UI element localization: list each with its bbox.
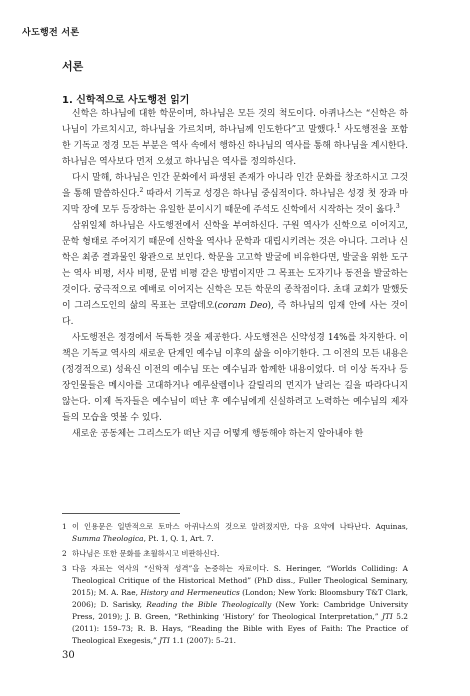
text-run: , Pt. 1, Q. 1, Art. 7. bbox=[143, 534, 214, 543]
running-head: 사도행전 서론 bbox=[22, 28, 80, 38]
footnote bbox=[62, 548, 408, 560]
body-paragraph bbox=[62, 330, 408, 426]
text-run: 5.2 (2011): 159–73; R. B. Hays, “Reading the Bible with Eyes of Faith: The Practice of Theological Exegesis,” bbox=[72, 612, 409, 645]
footnote-number: 3 bbox=[62, 564, 67, 573]
text-run: 새로운 공동체는 그리스도가 떠난 지금 어떻게 행동해야 하는지 알아내야 한 bbox=[72, 429, 364, 439]
footnote bbox=[62, 563, 408, 647]
text-run: 1.1 (2007): 5–21. bbox=[169, 636, 236, 645]
text-run: 신학은 하나님에 대한 학문이며, 하나님은 모든 것의 척도이다. 아퀴나스는 “신학은 하나님이 가르치시고, 하나님을 가르치며, 하나님께 인도한다”고 말했다. bbox=[62, 109, 408, 135]
text-run: 이 인용문은 일반적으로 토마스 아퀴나스의 것으로 알려졌지만, 다음 요약에 나타난다. Aquinas, bbox=[72, 522, 408, 531]
footnote bbox=[62, 521, 408, 545]
text-run: 따라서 기독교 성경은 하나님 중심적이다. 하나님은 성경 첫 장과 마지막 장에 모두 등장하는 유일한 분이시기 때문에 주석도 신학에서 시작하는 것이 옳다. bbox=[62, 189, 408, 215]
footnote-marker: 3 bbox=[395, 203, 400, 211]
footnotes bbox=[62, 521, 408, 650]
section-heading: 1. 신학적으로 사도행전 읽기 bbox=[62, 95, 190, 106]
footnote-text bbox=[72, 548, 408, 560]
footnote-number: 1 bbox=[62, 522, 67, 531]
text-run: ), 즉 하나님의 임재 안에 사는 것이다. bbox=[62, 301, 408, 327]
text-run: 다시 말해, 하나님은 인간 문화에서 파생된 존재가 아니라 인간 문화를 창조하시고 그것을 통해 말씀하신다. bbox=[62, 173, 408, 199]
italic-text: JTI bbox=[159, 636, 170, 645]
italic-text: JTI bbox=[381, 612, 393, 621]
body-paragraph bbox=[62, 170, 408, 218]
body-paragraph bbox=[62, 218, 408, 330]
text-run: (New York: Cambridge University Press, 2019); J. B. Green, “Rethinking ‘History’ for Theological Interpretation,” bbox=[72, 600, 409, 621]
body-text bbox=[62, 106, 408, 442]
footnote-number: 2 bbox=[62, 549, 67, 558]
page-number: 30 bbox=[62, 650, 75, 661]
italic-text: History and Hermeneutics bbox=[140, 588, 240, 597]
body-paragraph bbox=[62, 426, 408, 442]
text-run: (London; New York: Bloomsbury T&T Clark, 2006); D. Sarisky, bbox=[72, 588, 408, 609]
body-paragraph bbox=[62, 106, 408, 170]
footnote-text bbox=[72, 521, 408, 545]
text-run: 다음 자료는 역사의 “신학적 성격”을 논증하는 자료이다. S. Heringer, “Worlds Colliding: A Theological Critique of the Historical Method” (PhD diss., Fuller Theological Seminary, 2015); M. A. Rae, bbox=[72, 564, 408, 597]
italic-text: Reading the Bible Theologically bbox=[146, 600, 272, 609]
text-run: 사도행전은 정경에서 독특한 것을 제공한다. 사도행전은 신약성경 14%를 차지한다. 이 책은 기독교 역사의 새로운 단계인 예수님 이후의 삶을 이야기한다. 그 이전의 모든 내용은 (정경적으로) 성육신 이전의 예수님 또는 예수님과 함께한 내용이었다. 더 이상 독자나 등장인물들은 메시아를 고대하거나 예루살렘이나 갈릴리의 먼지가 날리는 길을 따라다니지 않는다. 이제 독자들은 예수님이 떠난 후 예수님에게 신실하려고 노력하는 예수님의 제자들의 모습을 엿볼 수 있다. bbox=[62, 333, 408, 423]
italic-text: coram Deo bbox=[217, 301, 268, 311]
footnote-marker: 2 bbox=[139, 187, 144, 195]
footnote-divider bbox=[62, 513, 180, 514]
footnote-marker: 1 bbox=[336, 123, 341, 131]
text-run: 하나님은 또한 문화를 초월하시고 비판하신다. bbox=[72, 549, 220, 558]
chapter-title: 서론 bbox=[62, 60, 84, 73]
text-run: 사도행전을 포함한 기독교 정경 모든 부분은 역사 속에서 행하신 하나님의 역사를 통해 하나님을 계시한다. 하나님은 역사보다 먼저 오셨고 하나님은 역사를 정의하신다. bbox=[62, 125, 408, 167]
text-run: 삼위일체 하나님은 사도행전에서 신학을 부여하신다. 구원 역사가 신학으로 이어지고, 문학 형태로 주어지기 때문에 신학을 역사나 문학과 대립시키려는 것은 아니다. 그러나 신학은 최종 결과물인 왕관으로 보인다. 학문을 고고학 발굴에 비유한다면, 발굴을 위한 도구는 역사 비평, 서사 비평, 문법 비평 같은 방법이지만 그 목표는 도자기나 동전을 발굴하는 것이다. 궁극적으로 예배로 이어지는 신학은 모든 학문의 종착점이다. 초대 교회가 말했듯이 그리스도인의 삶의 목표는 코람데오( bbox=[62, 221, 408, 311]
footnote-text bbox=[72, 563, 408, 647]
italic-text: Summa Theologica bbox=[72, 534, 144, 543]
